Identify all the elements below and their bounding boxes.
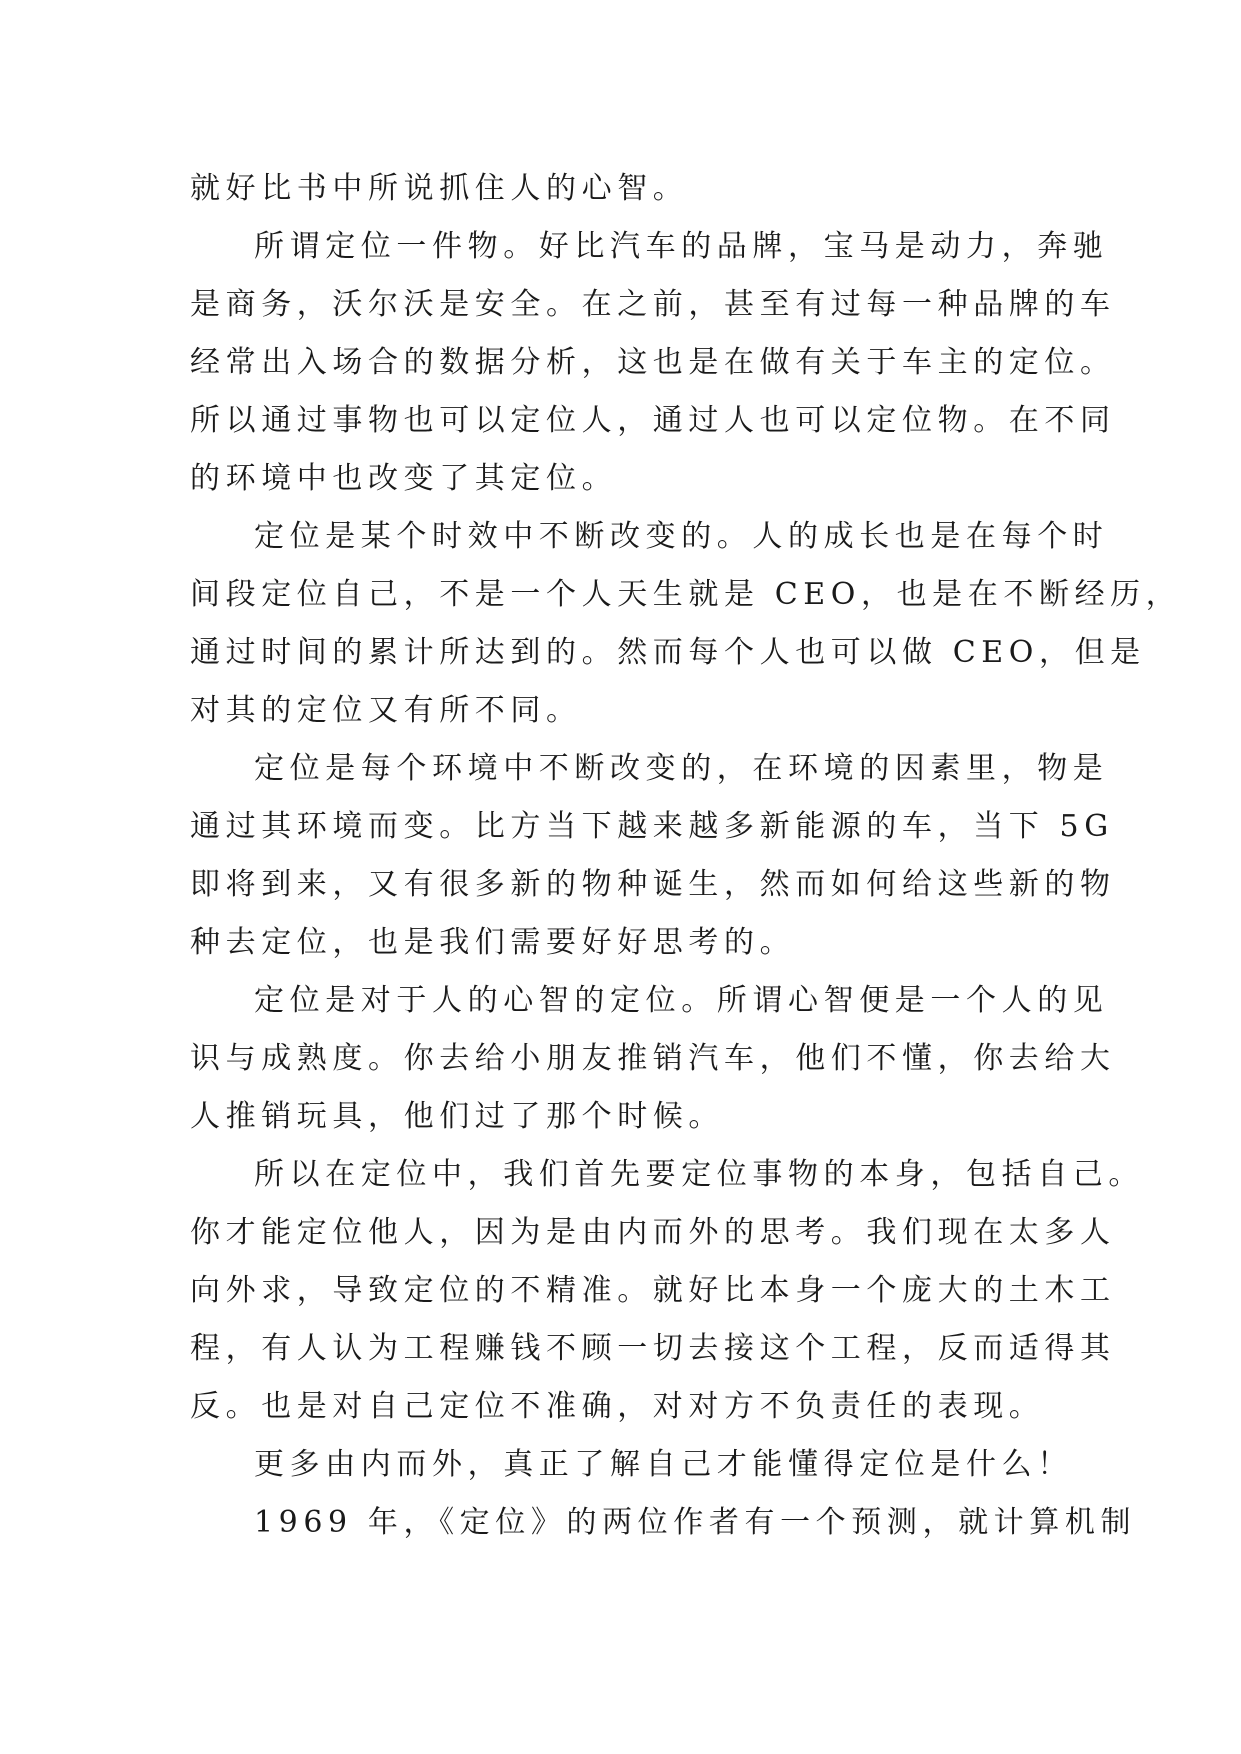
document-body <box>190 160 1182 1552</box>
text-line: 是商务，沃尔沃是安全。在之前，甚至有过每一种品牌的车 <box>190 287 1116 322</box>
text-line: 1969 年，《定位》的两位作者有一个预测，就计算机制 <box>254 1505 1137 1540</box>
text-line: 所以在定位中，我们首先要定位事物的本身，包括自己。 <box>254 1157 1144 1192</box>
text-line: 向外求，导致定位的不精准。就好比本身一个庞大的土木工 <box>190 1273 1116 1308</box>
text-line: 的环境中也改变了其定位。 <box>190 461 618 496</box>
text-line: 通过其环境而变。比方当下越来越多新能源的车，当下 5G <box>190 809 1114 844</box>
text-line: 定位是对于人的心智的定位。所谓心智便是一个人的见 <box>254 983 1109 1018</box>
text-line: 经常出入场合的数据分析，这也是在做有关于车主的定位。 <box>190 345 1116 380</box>
text-line: 人推销玩具，他们过了那个时候。 <box>190 1099 724 1134</box>
text-line: 所谓定位一件物。好比汽车的品牌，宝马是动力，奔驰 <box>254 229 1109 264</box>
text-line: 即将到来，又有很多新的物种诞生，然而如何给这些新的物 <box>190 867 1116 902</box>
text-line: 对其的定位又有所不同。 <box>190 693 582 728</box>
text-line: 种去定位，也是我们需要好好思考的。 <box>190 925 796 960</box>
text-line: 定位是每个环境中不断改变的，在环境的因素里，物是 <box>254 751 1109 786</box>
text-line: 你才能定位他人，因为是由内而外的思考。我们现在太多人 <box>190 1215 1116 1250</box>
text-line: 定位是某个时效中不断改变的。人的成长也是在每个时 <box>254 519 1109 554</box>
text-line: 程，有人认为工程赚钱不顾一切去接这个工程，反而适得其 <box>190 1331 1116 1366</box>
text-line: 所以通过事物也可以定位人，通过人也可以定位物。在不同 <box>190 403 1116 438</box>
text-line: 更多由内而外，真正了解自己才能懂得定位是什么！ <box>254 1447 1073 1482</box>
text-line: 识与成熟度。你去给小朋友推销汽车，他们不懂，你去给大 <box>190 1041 1116 1076</box>
text-line: 通过时间的累计所达到的。然而每个人也可以做 CEO，但是 <box>190 635 1146 670</box>
text-line: 反。也是对自己定位不准确，对对方不负责任的表现。 <box>190 1389 1045 1424</box>
text-line: 间段定位自己，不是一个人天生就是 CEO，也是在不断经历， <box>190 577 1182 612</box>
text-line: 就好比书中所说抓住人的心智。 <box>190 171 689 206</box>
